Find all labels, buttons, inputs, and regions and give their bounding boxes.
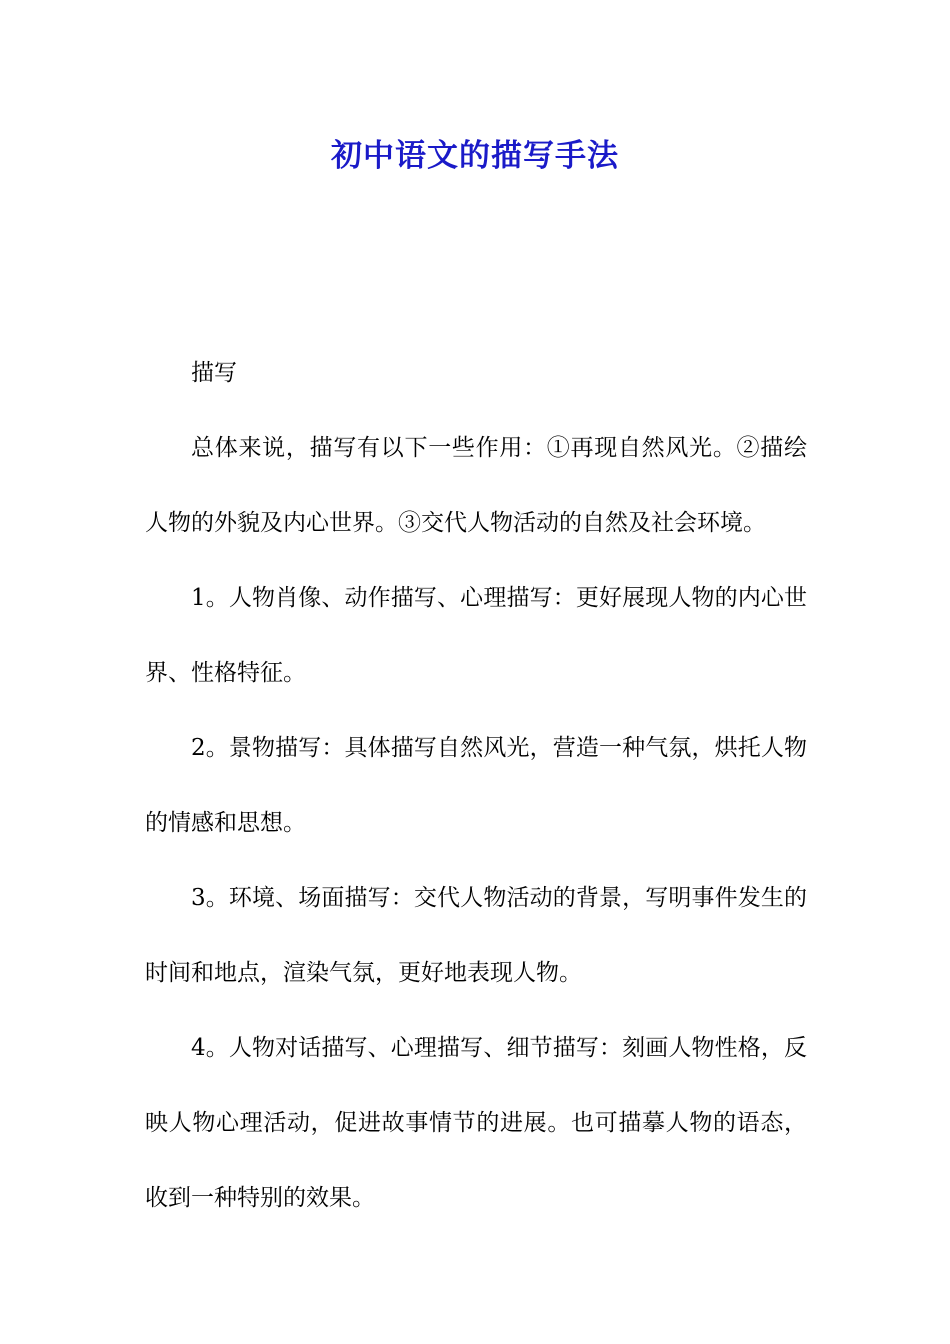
paragraph-item-4: 4。人物对话描写、心理描写、细节描写：刻画人物性格，反映人物心理活动，促进故事情节的进展。也可描摹人物的语态，收到一种特别的效果。 [145,1035,807,1211]
section-heading: 描写 [191,360,237,386]
paragraph-item-3: 3。环境、场面描写：交代人物活动的背景，写明事件发生的时间和地点，渲染气氛，更好地表现人物。 [145,885,807,986]
paragraph-item-1: 1。人物肖像、动作描写、心理描写：更好展现人物的内心世界、性格特征。 [145,585,807,686]
paragraph-overview: 总体来说，描写有以下一些作用：①再现自然风光。②描绘人物的外貌及内心世界。③交代人物活动的自然及社会环境。 [145,435,807,536]
document-title: 初中语文的描写手法 [331,138,619,174]
document-body [145,336,807,1236]
paragraph-item-2: 2。景物描写：具体描写自然风光，营造一种气氛，烘托人物的情感和思想。 [145,735,807,836]
